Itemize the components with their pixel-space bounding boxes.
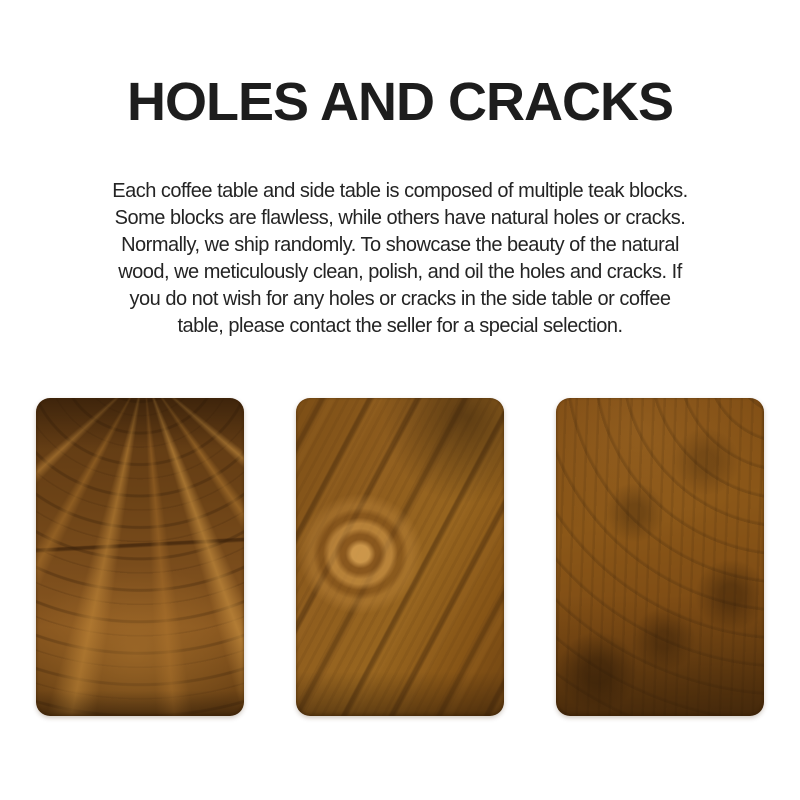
teak-sample-photo-3 [556,398,764,716]
teak-sample-photo-2 [296,398,504,716]
intro-line-3: Normally, we ship randomly. To showcase the beauty of the natural [121,234,679,256]
intro-paragraph [80,178,720,340]
wood-sample-gallery [36,398,764,716]
intro-line-5: you do not wish for any holes or cracks in the side table or coffee [129,288,671,310]
intro-line-1: Each coffee table and side table is composed of multiple teak blocks. [112,180,688,202]
intro-line-4: wood, we meticulously clean, polish, and oil the holes and cracks. If [118,261,682,283]
teak-sample-photo-1 [36,398,244,716]
page-title: HOLES AND CRACKS [126,72,674,132]
intro-line-6: table, please contact the seller for a special selection. [177,315,623,337]
intro-line-2: Some blocks are flawless, while others have natural holes or cracks. [114,207,686,229]
